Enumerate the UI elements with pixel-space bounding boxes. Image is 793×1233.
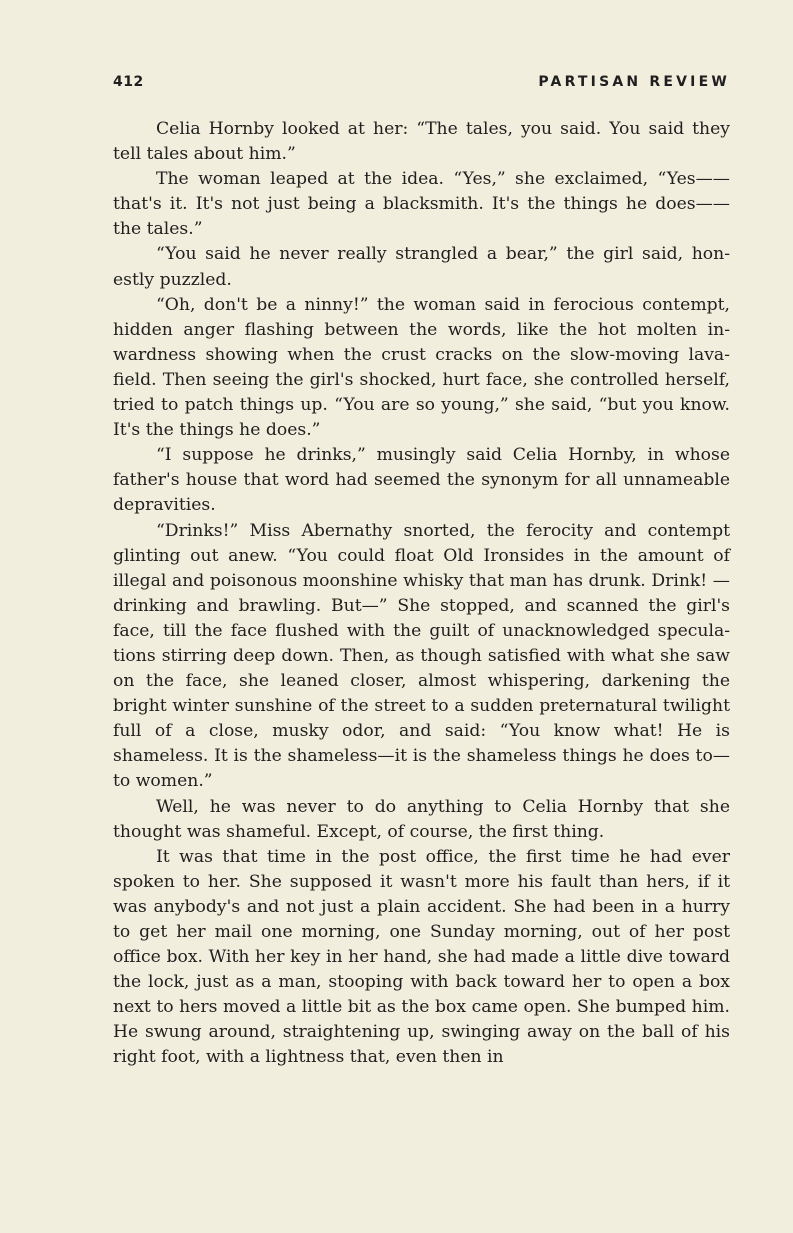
- running-head: [113, 74, 730, 96]
- page-number: 412: [113, 74, 144, 90]
- paragraph: “You said he never really strangled a bear,” the girl said, honestly puzzled.: [113, 244, 730, 290]
- paragraph: Celia Hornby looked at her: “The tales, you said. You said they tell tales about him.”: [113, 119, 730, 165]
- paragraph: “I suppose he drinks,” musingly said Celia Hornby, in whose father's house that word had seemed the synonym for all unnameable depravities.: [113, 445, 730, 516]
- paragraph: “Oh, don't be a ninny!” the woman said in ferocious contempt, hidden anger flashing between the words, like the hot molten inwardness showing when the crust cracks on the slow-moving lava-field. Then seeing the girl's shocked, hurt face, she controlled herself, tried to patch things up. “You are so young,” she said, “but you know. It's the things he does.”: [113, 294, 730, 441]
- paragraph: Well, he was never to do anything to Celia Hornby that she thought was shameful. Except, of course, the first thing.: [113, 796, 730, 842]
- journal-title: PARTISAN REVIEW: [538, 74, 730, 90]
- paragraph: It was that time in the post office, the first time he had ever spoken to her. She supposed it wasn't more his fault than hers, if it was anybody's and not just a plain accident. She had been in a hurry to get her mail one morning, one Sunday morning, out of her post office box. With her key in her hand, she had made a little dive toward the lock, just as a man, stooping with back toward her to open a box next to hers moved a little bit as the box came open. She bumped him. He swung around, straightening up, swinging away on the ball of his right foot, with a lightness that, even then in: [113, 846, 730, 1068]
- paragraph: The woman leaped at the idea. “Yes,” she exclaimed, “Yes—— that's it. It's not just being a blacksmith. It's the things he does—— the tales.”: [113, 169, 730, 240]
- body-text: [113, 117, 730, 1071]
- paragraph: “Drinks!” Miss Abernathy snorted, the ferocity and contempt glinting out anew. “You could float Old Ironsides in the amount of illegal and poisonous moonshine whisky that man has drunk. Drink! —drinking and brawling. But—” She stopped, and scanned the girl's face, till the face flushed with the guilt of unacknowledged speculations stirring deep down. Then, as though satisfied with what she saw on the face, she leaned closer, almost whispering, darkening the bright winter sunshine of the street to a sudden preternatural twilight full of a close, musky odor, and said: “You know what! He is shameless. It is the shameless—it is the shameless things he does to—to women.”: [113, 520, 730, 792]
